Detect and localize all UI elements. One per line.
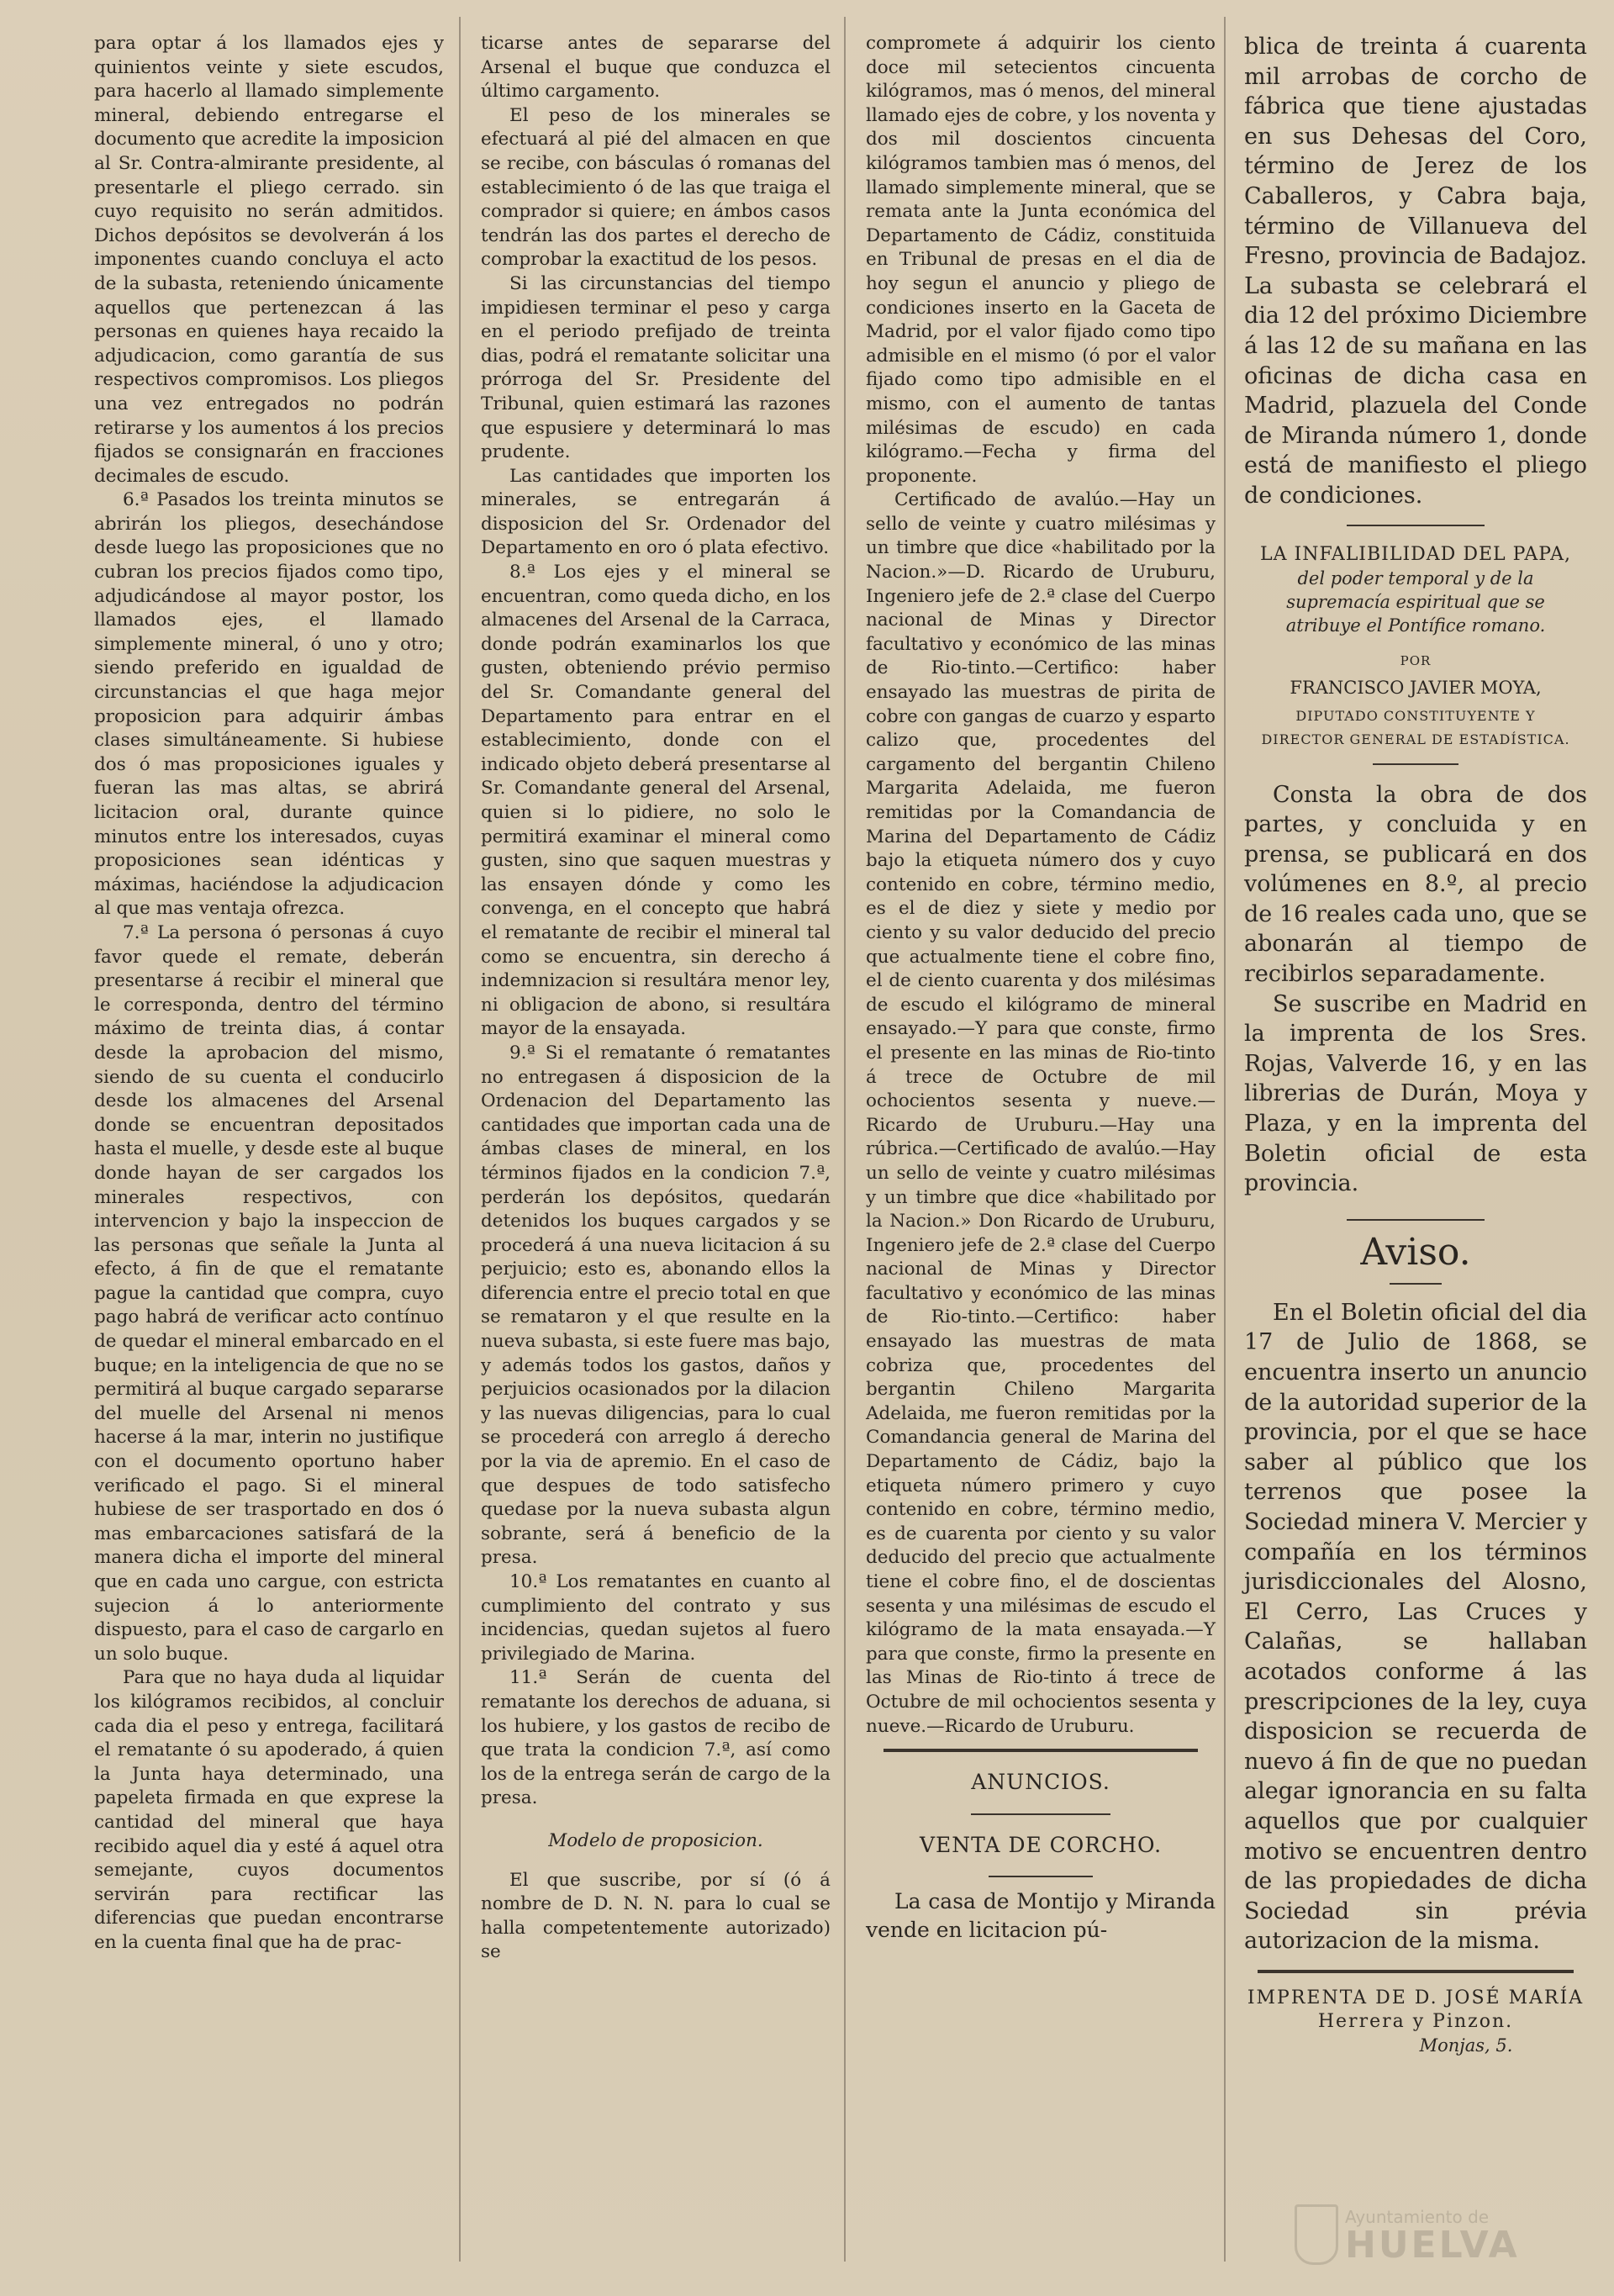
book-subtitle: del poder temporal y de la supremacía espiritual que se atribuye el Pontífice romano.: [1285, 567, 1546, 636]
archive-watermark: [1345, 2207, 1520, 2267]
separator: [1347, 1219, 1484, 1221]
paragraph: 8.ª Los ejes y el mineral se encuentran, como queda dicho, en los almacenes del Arsenal de la Carraca, donde podrán examinarlos los que gusten, obteniendo prévio permiso del Sr. Comandante general del Departamento para entrar en el establecimiento, donde con el indicado objeto deberá presentarse al Sr. Comandante general del Arsenal, quien si lo pidiere, no solo le permitirá examinar el mineral como gusten, sino que saquen muestras y las ensayen dónde y como les convenga, en el concepto que habrá el rematante de recibir el mineral tal como se encuentra, sin derecho á indemnizacion si resultára menor ley, ni obligacion de abono, si resultára mayor de la ensayada.: [481, 562, 831, 1040]
separator: [1347, 525, 1484, 526]
paragraph: Certificado de avalúo.—Hay un sello de veinte y cuatro milésimas y un timbre que dice «habilitado por la Nacion.»—D. Ricardo de Uruburu, Ingeniero jefe de 2.ª clase del Cuerpo nacional de Minas y Director facultativo y económico de las minas de Rio-tinto.—Certifico: haber ensayado las muestras de pirita de cobre con gangas de cuarzo y esparto calizo que, procedentes del cargamento del bergantin Chileno Margarita Adelaida, me fueron remitidas por la Comandancia de Marina del Departamento de Cádiz bajo la etiqueta número dos y cuyo contenido en cobre, término medio, es el de diez y siete y medio por ciento y su valor deducido del precio que actualmente tiene el cobre fino, el de ciento cuarenta y dos milésimas de escudo el kilógramo de mineral ensayado.—Y para que conste, firmo el presente en las minas de Rio-tinto á trece de Octubre de mil ochocientos sesenta y nueve.—Ricardo de Uruburu.—Hay una rúbrica.—Certificado de avalúo.—Hay un sello de veinte y cuatro milésimas y un timbre que dice «habilitado por la Nacion.» Don Ricardo de Uruburu, Ingeniero jefe de 2.ª clase del Cuerpo nacional de Minas y Director facultativo y económico de las minas de Rio-tinto.—Certifico: haber ensayado las muestras de mata cobriza que, procedentes del bergantin Chileno Margarita Adelaida, me fueron remitidas por la Comandancia general de Marina del Departamento de Cádiz, bajo la etiqueta número primero y cuyo contenido en cobre, término medio, es de cuarenta por ciento y su valor deducido del precio que actualmente tiene el cobre fino, el de doscientas sesenta y una milésimas de escudo el kilógramo de la mata ensayada.—Y para que conste, firmo la presente en las Minas de Rio-tinto á trece de Octubre de mil ochocientos sesenta y nueve.—Ricardo de Uruburu.: [866, 489, 1216, 1737]
separator: [883, 1749, 1198, 1752]
paragraph: Si las circunstancias del tiempo impidiesen terminar el peso y carga en el periodo prefijado de treinta dias, podrá el rematante solicitar una prórroga del Sr. Presidente del Tribunal, quien estimará las razones que espusiere y determinará lo mas prudente.: [481, 272, 831, 463]
paragraph: La casa de Montijo y Miranda vende en licitacion pú-: [866, 1889, 1216, 1943]
separator: [989, 1876, 1094, 1877]
imprenta-line: IMPRENTA DE D. JOSÉ MARÍA Herrera y Pinzon.: [1247, 1987, 1585, 2032]
separator: [1373, 763, 1458, 765]
column-3: [866, 32, 1216, 1945]
paragraph: En el Boletin oficial del dia 17 de Julio de 1868, se encuentra inserto un anuncio de la autoridad superior de la provincia, por el que se hace saber al público que los terrenos que posee la Sociedad minera V. Mercier y compañía en los términos jurisdiccionales del Alosno, El Cerro, Las Cruces y Calañas, se hallaban acotados conforme á las prescripciones de la ley, cuya disposicion se recuerda de nuevo á fin de que no puedan alegar ignorancia en su falta aquellos que por cualquier motivo se encuentren dentro de las propiedades de dicha Sociedad sin prévia autorizacion de la misma.: [1244, 1299, 1587, 1955]
book-por: POR: [1400, 652, 1432, 668]
paragraph: 7.ª La persona ó personas á cuyo favor quede el remate, deberán presentarse á recibir el mineral que le corresponda, dentro del término máximo de treinta dias, á contar desde la aprobacion del mismo, siendo de su cuenta el conducirlo desde los almacenes del Arsenal donde se encuentran depositados hasta el muelle, y desde este al buque donde hayan de ser cargados los minerales respectivos, con intervencion y bajo la inspeccion de las personas que señale la Junta al efecto, á fin de que el rematante pague la cantidad que compra, cuyo pago habrá de verificar acto contínuo de quedar el mineral embarcado en el buque; en la inteligencia de que no se permitirá al buque cargado separarse del muelle del Arsenal ni menos hacerse á la mar, interin no justifique con el documento oportuno haber verificado el pago. Si el mineral hubiese de ser trasportado en dos ó mas embarcaciones satisfará de la manera dicha el importe del mineral que en cada uno cargue, con estricta sujecion á lo anteriormente dispuesto, para el caso de cargarlo en un solo buque.: [94, 921, 444, 1665]
column-2: [481, 32, 831, 1965]
venta-heading: VENTA DE CORCHO.: [919, 1832, 1163, 1857]
paragraph: Se suscribe en Madrid en la imprenta de los Sres. Rojas, Valverde 16, y en las librerias de Durán, Moya y Plaza, y en la imprenta del Boletin oficial de esta provincia.: [1244, 990, 1587, 1197]
imprenta-address: Monjas, 5.: [1419, 2035, 1513, 2056]
column-rule: [844, 17, 846, 2262]
watermark-main-text: HUELVA: [1345, 2224, 1520, 2267]
paragraph: 6.ª Pasados los treinta minutos se abrirán los pliegos, desechándose desde luego las proposiciones que no cubran los precios fijados como tipo, adjudicándose al mayor postor, los llamados ejes, el llamado simplemente mineral, ó uno y otro; siendo preferido en igualdad de circunstancias el que haga mejor proposicion para adquirir ámbas clases simultáneamente. Si hubiese dos ó mas proposiciones iguales y fueran las mas altas, se abrirá licitacion oral, durante quince minutos entre los interesados, cuyas proposiciones sean idénticas y máximas, haciéndose la adjudicacion al que mas ventaja ofrezca.: [94, 489, 444, 920]
column-1: [94, 32, 444, 1956]
paragraph: 11.ª Serán de cuenta del rematante los derechos de aduana, si los hubiere, y los gastos de recibo de que trata la condicion 7.ª, así como los de la entrega serán de cargo de la presa.: [481, 1667, 831, 1809]
paragraph: ticarse antes de separarse del Arsenal el buque que conduzca el último cargamento.: [481, 33, 831, 103]
paragraph: Para que no haya duda al liquidar los kilógramos recibidos, al concluir cada dia el peso y entrega, facilitará el rematante ó su apoderado, á quien la Junta haya determinado, una papeleta firmada en que exprese la cantidad del mineral que haya recibido aquel dia y esté á aquel otra semejante, cuyos documentos servirán para rectificar las diferencias que puedan encontrarse en la cuenta final que ha de prac-: [94, 1667, 444, 1953]
paragraph: blica de treinta á cuarenta mil arrobas de corcho de fábrica que tiene ajustadas en sus Dehesas del Coro, término de Jerez de los Caballeros, y Cabra baja, término de Villanueva del Fresno, provincia de Badajoz. La subasta se celebrará el dia 12 del próximo Diciembre á las 12 de su mañana en las oficinas de dicha casa en Madrid, plazuela del Conde de Miranda número 1, donde está de manifiesto el pliego de condiciones.: [1244, 34, 1587, 509]
paragraph: compromete á adquirir los ciento doce mil setecientos cincuenta kilógramos, mas ó menos, del mineral llamado ejes de cobre, y los noventa y dos mil doscientos cincuenta kilógramos tambien mas ó menos, del llamado simplemente mineral, que se remata ante la Junta económica del Departamento de Cádiz, constituida en Tribunal de presas en el dia de hoy segun el anuncio y pliego de condiciones inserto en la Gaceta de Madrid, por el valor fijado como tipo admisible en el mismo (ó por el valor fijado como tipo admisible en el mismo, con el aumento de tantas milésimas de escudo) en cada kilógramo.—Fecha y firma del proponente.: [866, 33, 1216, 487]
separator: [971, 1813, 1110, 1815]
book-author: FRANCISCO JAVIER MOYA,: [1290, 677, 1542, 698]
separator: [1258, 1970, 1573, 1973]
separator: [1390, 1283, 1441, 1285]
column-rule: [1224, 17, 1226, 2262]
book-role: DIPUTADO CONSTITUYENTE Y DIRECTOR GENERAL DE ESTADÍSTICA.: [1261, 707, 1570, 747]
city-shield-icon: [1295, 2204, 1338, 2265]
paragraph: El que suscribe, por sí (ó á nombre de D. N. N. para lo cual se halla competentemente autorizado) se: [481, 1869, 831, 1963]
paragraph: 10.ª Los rematantes en cuanto al cumplimiento del contrato y sus incidencias, quedan sujetos al fuero privilegiado de Marina.: [481, 1571, 831, 1665]
anuncios-heading: ANUNCIOS.: [971, 1770, 1110, 1795]
model-heading: Modelo de proposicion.: [548, 1829, 763, 1851]
paragraph: Las cantidades que importen los minerales, se entregarán á disposicion del Sr. Ordenador del Departamento en oro ó plata efectivo.: [481, 465, 831, 559]
paragraph: para optar á los llamados ejes y quinientos veinte y siete escudos, para hacerlo al llamado simplemente mineral, debiendo entregarse el documento que acredite la imposicion al Sr. Contra-almirante presidente, al presentarle el pliego cerrado. sin cuyo requisito no serán admitidos. Dichos depósitos se devolverán á los imponentes cuando concluya el acto de la subasta, reteniendo únicamente aquellos que pertenezcan á las personas en quienes haya recaido la adjudicacion, como garantía de sus respectivos compromisos. Los pliegos una vez entregados no podrán retirarse y los aumentos á los precios fijados se consignarán en fracciones decimales de escudo.: [94, 33, 444, 487]
column-4: [1244, 32, 1587, 2057]
column-rule: [459, 17, 461, 2262]
paragraph: Consta la obra de dos partes, y concluida y en prensa, se publicará en dos volúmenes en 8.º, al precio de 16 reales cada uno, que se abonarán al tiempo de recibirlos separadamente.: [1244, 781, 1587, 988]
paragraph: El peso de los minerales se efectuará al pié del almacen en que se recibe, con básculas ó romanas del establecimiento ó de las que traiga el comprador si quiere; en ámbos casos tendrán las dos partes el derecho de comprobar la exactitud de los pesos.: [481, 104, 831, 271]
watermark-top-text: Ayuntamiento de: [1345, 2207, 1490, 2227]
book-title: LA INFALIBILIDAD DEL PAPA,: [1260, 543, 1571, 565]
aviso-heading: Aviso.: [1360, 1230, 1471, 1274]
paragraph: 9.ª Si el rematante ó rematantes no entregasen á disposicion de la Ordenacion del Departamento las cantidades que importan cada una de ámbas clases de mineral, en los términos fijados en la condicion 7.ª, perderán los depósitos, quedarán detenidos los buques cargados y se procederá á una nueva licitacion á su perjuicio; esto es, abonando ellos la diferencia entre el precio total en que se remataron y el que resulte en la nueva subasta, si este fuere mas bajo, y además todos los gastos, daños y perjuicios ocasionados por la dilacion y las nuevas diligencias, para lo cual se procederá con arreglo á derecho por la via de apremio. En el caso de que despues de todo satisfecho quedase por la nueva subasta algun sobrante, será á beneficio de la presa.: [481, 1042, 831, 1569]
